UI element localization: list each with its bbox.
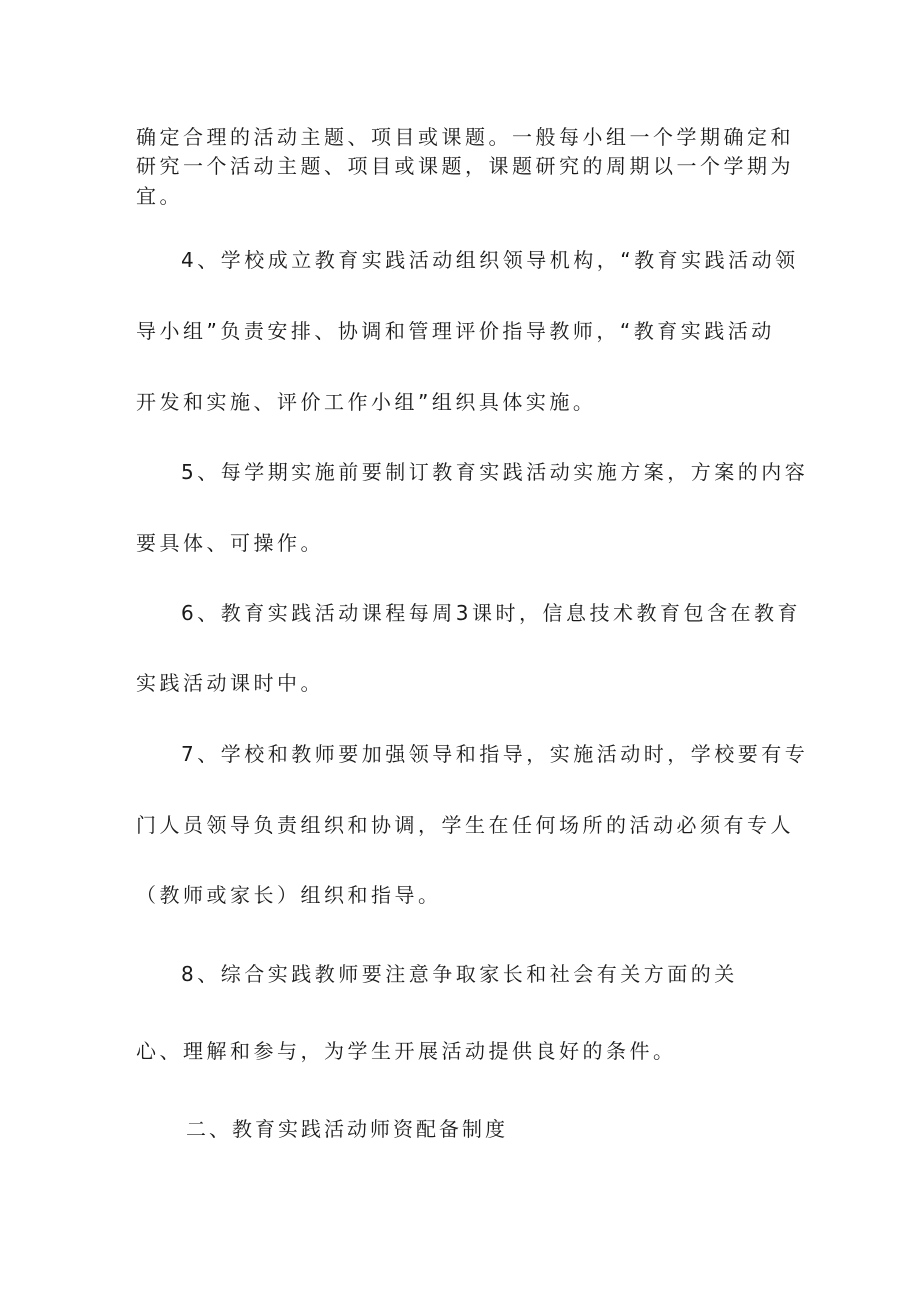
item-7-line: （教师或家长）组织和指导。 xyxy=(136,883,442,907)
item-5-line: 要具体、可操作。 xyxy=(136,531,324,555)
item-6-line: 6、教育实践活动课程每周3课时，信息技术教育包含在教育 xyxy=(181,601,801,625)
item-8-line: 8、综合实践教师要注意争取家长和社会有关方面的关 xyxy=(181,962,738,986)
item-4-line: 4、学校成立教育实践活动组织领导机构，“教育实践活动领 xyxy=(181,248,799,272)
item-4-line: 导小组”负责安排、协调和管理评价指导教师，“教育实践活动 xyxy=(136,319,775,343)
item-8-line: 心、理解和参与，为学生开展活动提供良好的条件。 xyxy=(136,1039,677,1063)
item-7-line: 门人员领导负责组织和协调，学生在任何场所的活动必须有专人 xyxy=(136,813,794,837)
section-heading: 二、教育实践活动师资配备制度 xyxy=(186,1117,508,1141)
paragraph-line: 研究一个活动主题、项目或课题，课题研究的周期以一个学期为 xyxy=(136,154,794,178)
paragraph-line: 宜。 xyxy=(136,184,183,208)
item-6-line: 实践活动课时中。 xyxy=(136,671,324,695)
item-7-line: 7、学校和教师要加强领导和指导，实施活动时，学校要有专 xyxy=(181,742,809,766)
item-4-line: 开发和实施、评价工作小组”组织具体实施。 xyxy=(136,390,597,414)
item-5-line: 5、每学期实施前要制订教育实践活动实施方案，方案的内容 xyxy=(181,460,809,484)
paragraph-line: 确定合理的活动主题、项目或课题。一般每小组一个学期确定和 xyxy=(136,125,794,149)
